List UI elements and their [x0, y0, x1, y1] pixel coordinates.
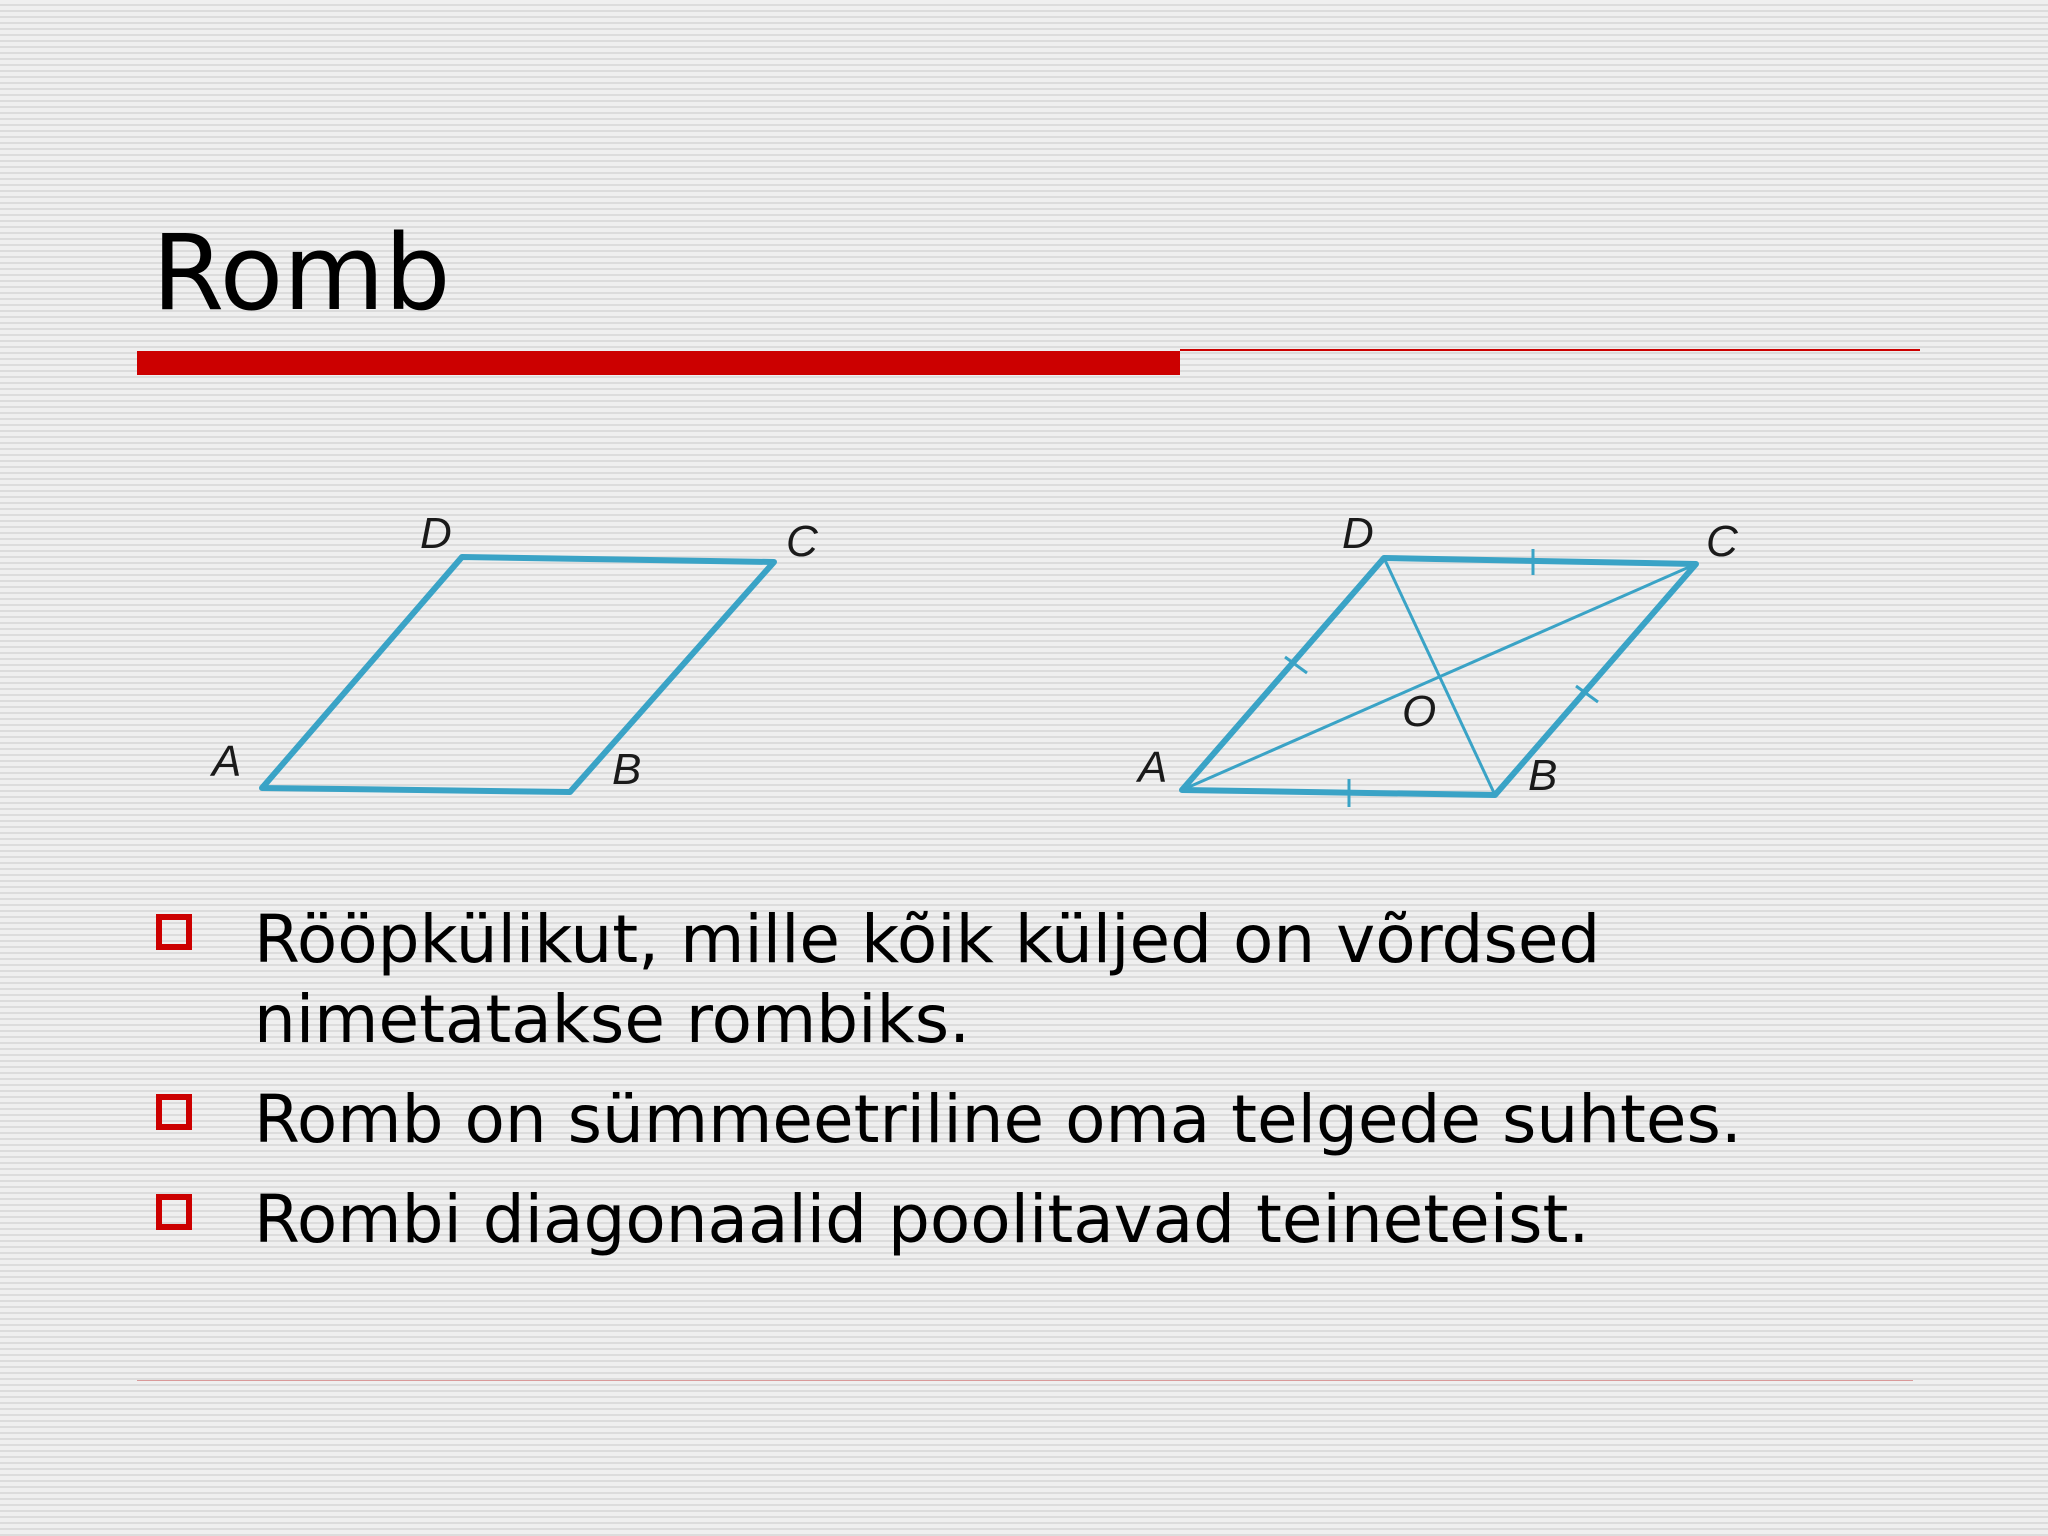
bullet-list	[152, 900, 1912, 1280]
vertex-label-c: C	[1706, 517, 1738, 566]
vertex-label-a: A	[1138, 743, 1168, 792]
bullet-item	[152, 1080, 1912, 1160]
rhombus-outline	[262, 557, 774, 792]
vertex-label-a: A	[212, 737, 242, 786]
square-bullet-icon	[156, 1194, 192, 1230]
bullet-text: Rööpkülikut, mille kõik küljed on võrdsed nimetatakse rombiks.	[254, 901, 1601, 1058]
bullet-text: Rombi diagonaalid poolitavad teineteist.	[254, 1181, 1590, 1258]
bullet-text: Romb on sümmeetriline oma telgede suhtes.	[254, 1081, 1742, 1158]
rhombus-figure-plain	[209, 509, 819, 794]
center-label-o: O	[1402, 687, 1437, 736]
vertex-label-d: D	[1342, 509, 1374, 558]
vertex-label-d: D	[420, 509, 452, 558]
rhombus-figure-diagonals	[1135, 509, 1739, 807]
bullet-item	[152, 900, 1912, 1060]
vertex-label-c: C	[786, 517, 818, 566]
diagonal-bd	[1384, 558, 1495, 795]
footer-rule	[137, 1380, 1913, 1381]
vertex-label-b: B	[1528, 751, 1558, 800]
square-bullet-icon	[156, 914, 192, 950]
square-bullet-icon	[156, 1094, 192, 1130]
slide-title: Romb	[152, 212, 451, 334]
bullet-item	[152, 1180, 1912, 1260]
vertex-label-b: B	[612, 745, 642, 794]
